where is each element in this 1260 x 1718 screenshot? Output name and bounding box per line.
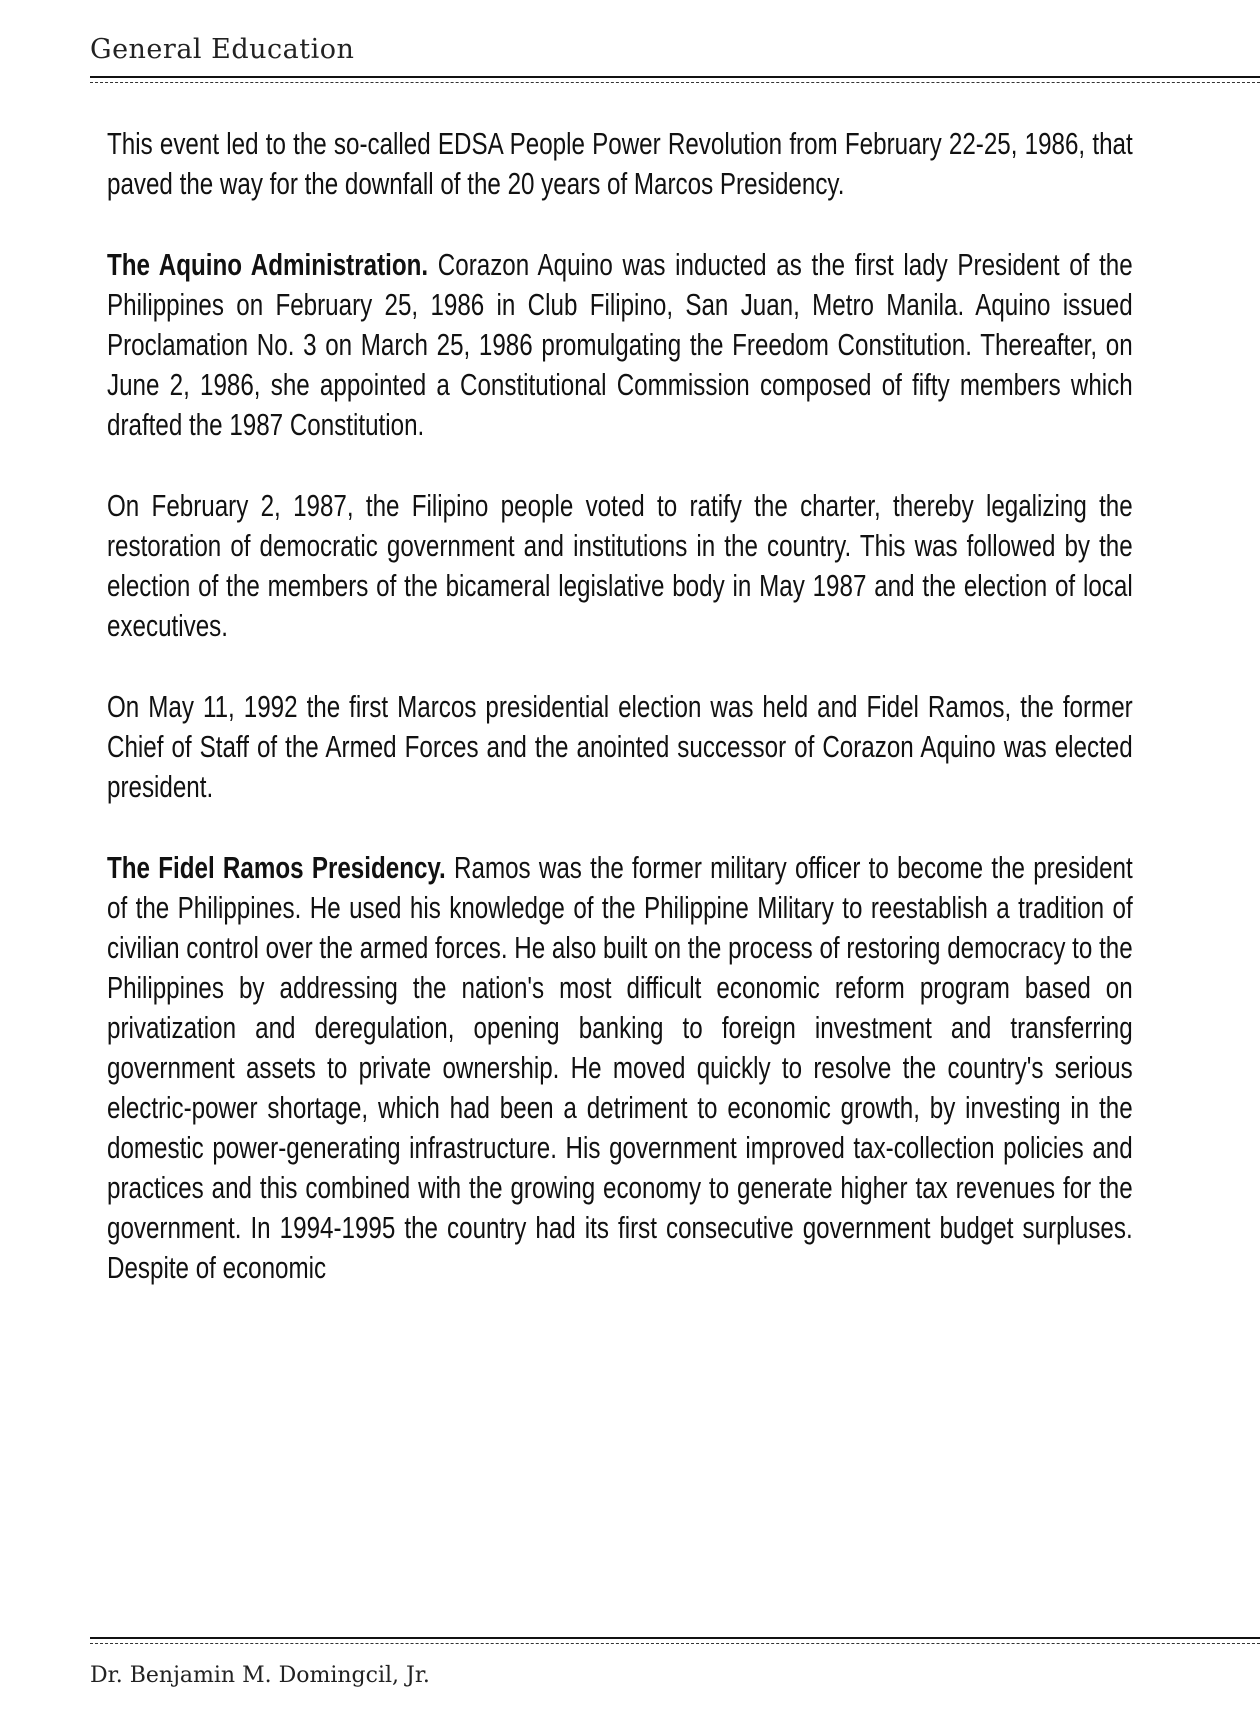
section-heading: The Fidel Ramos Presidency. [107, 850, 446, 885]
footer-author: Dr. Benjamin M. Domingcil, Jr. [90, 1663, 430, 1688]
header-rule-secondary [90, 82, 1260, 83]
paragraph-text: Ramos was the former military officer to become the president of the Philippines. He used his knowledge of the Philippine Military to reestablish a tradition of civilian control over the armed forces. He also built on the process of restoring democracy to the Philippines by addressing the nation's most difficult economic reform program based on privatization and deregulation, opening banking to foreign investment and transferring government assets to private ownership. He moved quickly to resolve the country's serious electric-power shortage, which had been a detriment to economic growth, by investing in the domestic power-generating infrastructure. His government improved tax-collection policies and practices and this combined with the growing economy to generate higher tax revenues for the government. In 1994-1995 the country had its first consecutive government budget surpluses. Despite of economic [107, 850, 1133, 1285]
running-header-title: General Education [90, 34, 355, 65]
paragraph-text: On May 11, 1992 the first Marcos presidential election was held and Fidel Ramos, the former Chief of Staff of the Armed Forces and the anointed successor of Corazon Aquino was elected president. [107, 689, 1133, 804]
paragraph-text: Corazon Aquino was inducted as the first lady President of the Philippines on February 25, 1986 in Club Filipino, San Juan, Metro Manila. Aquino issued Proclamation No. 3 on March 25, 1986 promulgating the Freedom Constitution. Thereafter, on June 2, 1986, she appointed a Constitutional Commission composed of fifty members which drafted the 1987 Constitution. [107, 247, 1133, 442]
document-body [107, 124, 1133, 1329]
footer-rule-secondary [90, 1643, 1260, 1644]
paragraph-text: This event led to the so-called EDSA People Power Revolution from February 22-25, 1986, that paved the way for the downfall of the 20 years of Marcos Presidency. [107, 126, 1133, 201]
section-heading: The Aquino Administration. [107, 247, 429, 282]
paragraph-text: On February 2, 1987, the Filipino people voted to ratify the charter, thereby legalizing the restoration of democratic government and institutions in the country. This was followed by the election of the members of the bicameral legislative body in May 1987 and the election of local executives. [107, 488, 1133, 643]
header-rule [90, 76, 1260, 78]
paragraph-1992-election [107, 687, 1133, 807]
footer-rule [90, 1637, 1260, 1639]
paragraph-edsa [107, 124, 1133, 204]
paragraph-ramos-presidency [107, 848, 1133, 1288]
paragraph-aquino-administration [107, 245, 1133, 445]
paragraph-ratification [107, 486, 1133, 646]
